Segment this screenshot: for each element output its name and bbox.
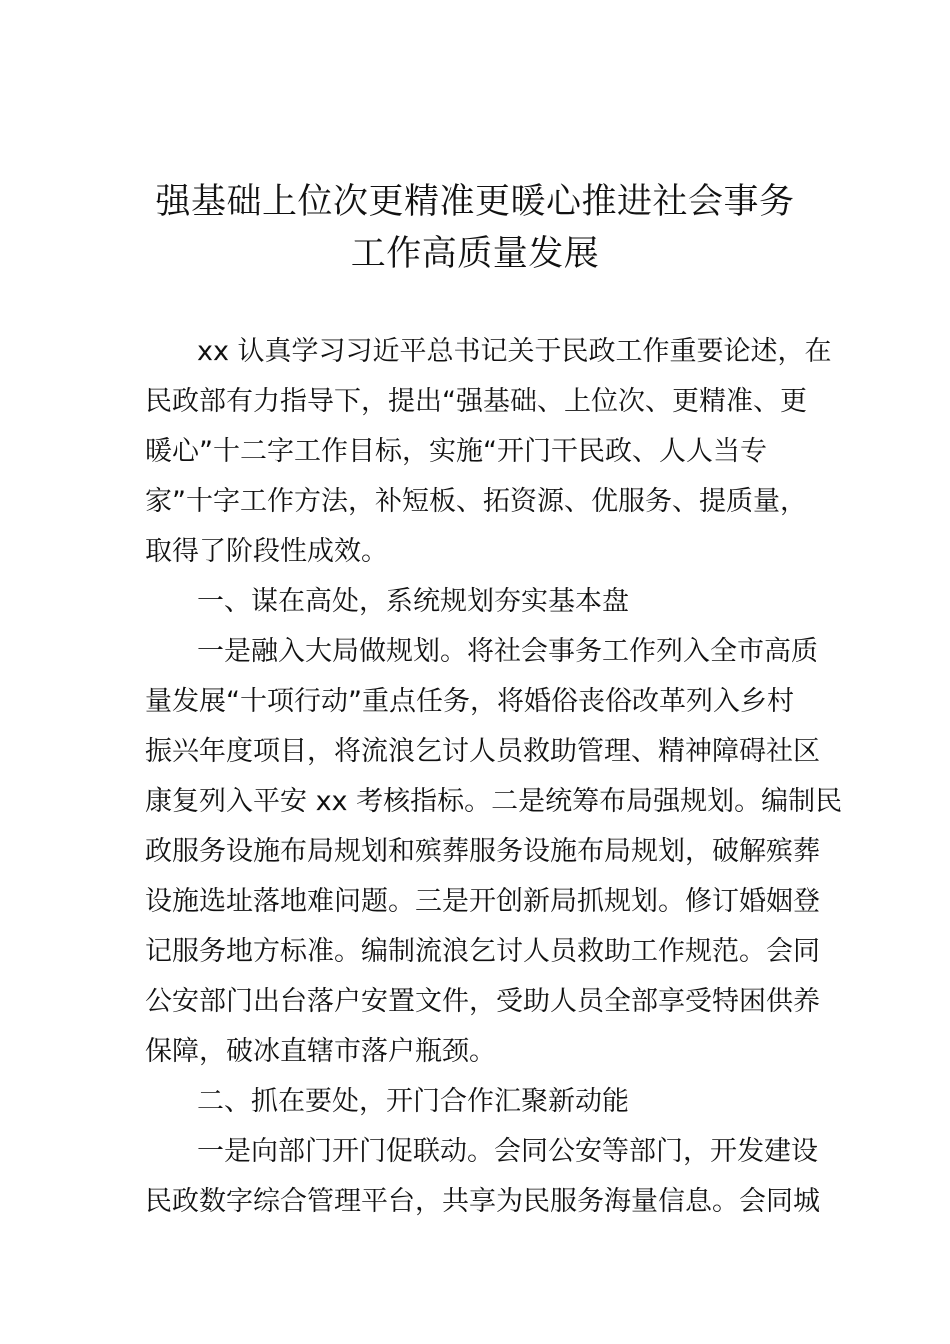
section-heading: 一、谋在高处，系统规划夯实基本盘	[197, 586, 629, 617]
paragraph-line: 民政部有力指导下，提出“强基础、上位次、更精准、更	[145, 386, 807, 417]
document-body	[145, 327, 843, 1227]
document-title	[120, 176, 830, 280]
paragraph-line: 取得了阶段性成效。	[145, 536, 388, 567]
paragraph-line: 设施选址落地难问题。三是开创新局抓规划。修订婚姻登	[145, 886, 820, 917]
paragraph-line: 家”十字工作方法，补短板、拓资源、优服务、提质量，	[145, 486, 807, 517]
paragraph-line: 一是融入大局做规划。将社会事务工作列入全市高质	[197, 636, 818, 667]
paragraph-line: 政服务设施布局规划和殡葬服务设施布局规划，破解殡葬	[145, 836, 820, 867]
paragraph-line: 暖心”十二字工作目标，实施“开门干民政、人人当专	[145, 436, 767, 467]
paragraph-line: 量发展“十项行动”重点任务，将婚俗丧俗改革列入乡村	[145, 686, 794, 717]
paragraph-line: 振兴年度项目，将流浪乞讨人员救助管理、精神障碍社区	[145, 736, 820, 767]
paragraph-line: xx 认真学习习近平总书记关于民政工作重要论述，在	[197, 336, 832, 367]
paragraph-line: 保障，破冰直辖市落户瓶颈。	[145, 1036, 496, 1067]
paragraph-line: 民政数字综合管理平台，共享为民服务海量信息。会同城	[145, 1186, 820, 1217]
paragraph-line: 公安部门出台落户安置文件，受助人员全部享受特困供养	[145, 986, 820, 1017]
paragraph-line: 一是向部门开门促联动。会同公安等部门，开发建设	[197, 1136, 818, 1167]
title-line-2: 工作高质量发展	[350, 234, 600, 274]
title-line-1: 强基础上位次更精准更暖心推进社会事务	[155, 182, 795, 222]
paragraph-line: 康复列入平安 xx 考核指标。二是统筹布局强规划。编制民	[145, 786, 843, 817]
paragraph-line: 记服务地方标准。编制流浪乞讨人员救助工作规范。会同	[145, 936, 820, 967]
section-heading: 二、抓在要处，开门合作汇聚新动能	[197, 1086, 629, 1117]
